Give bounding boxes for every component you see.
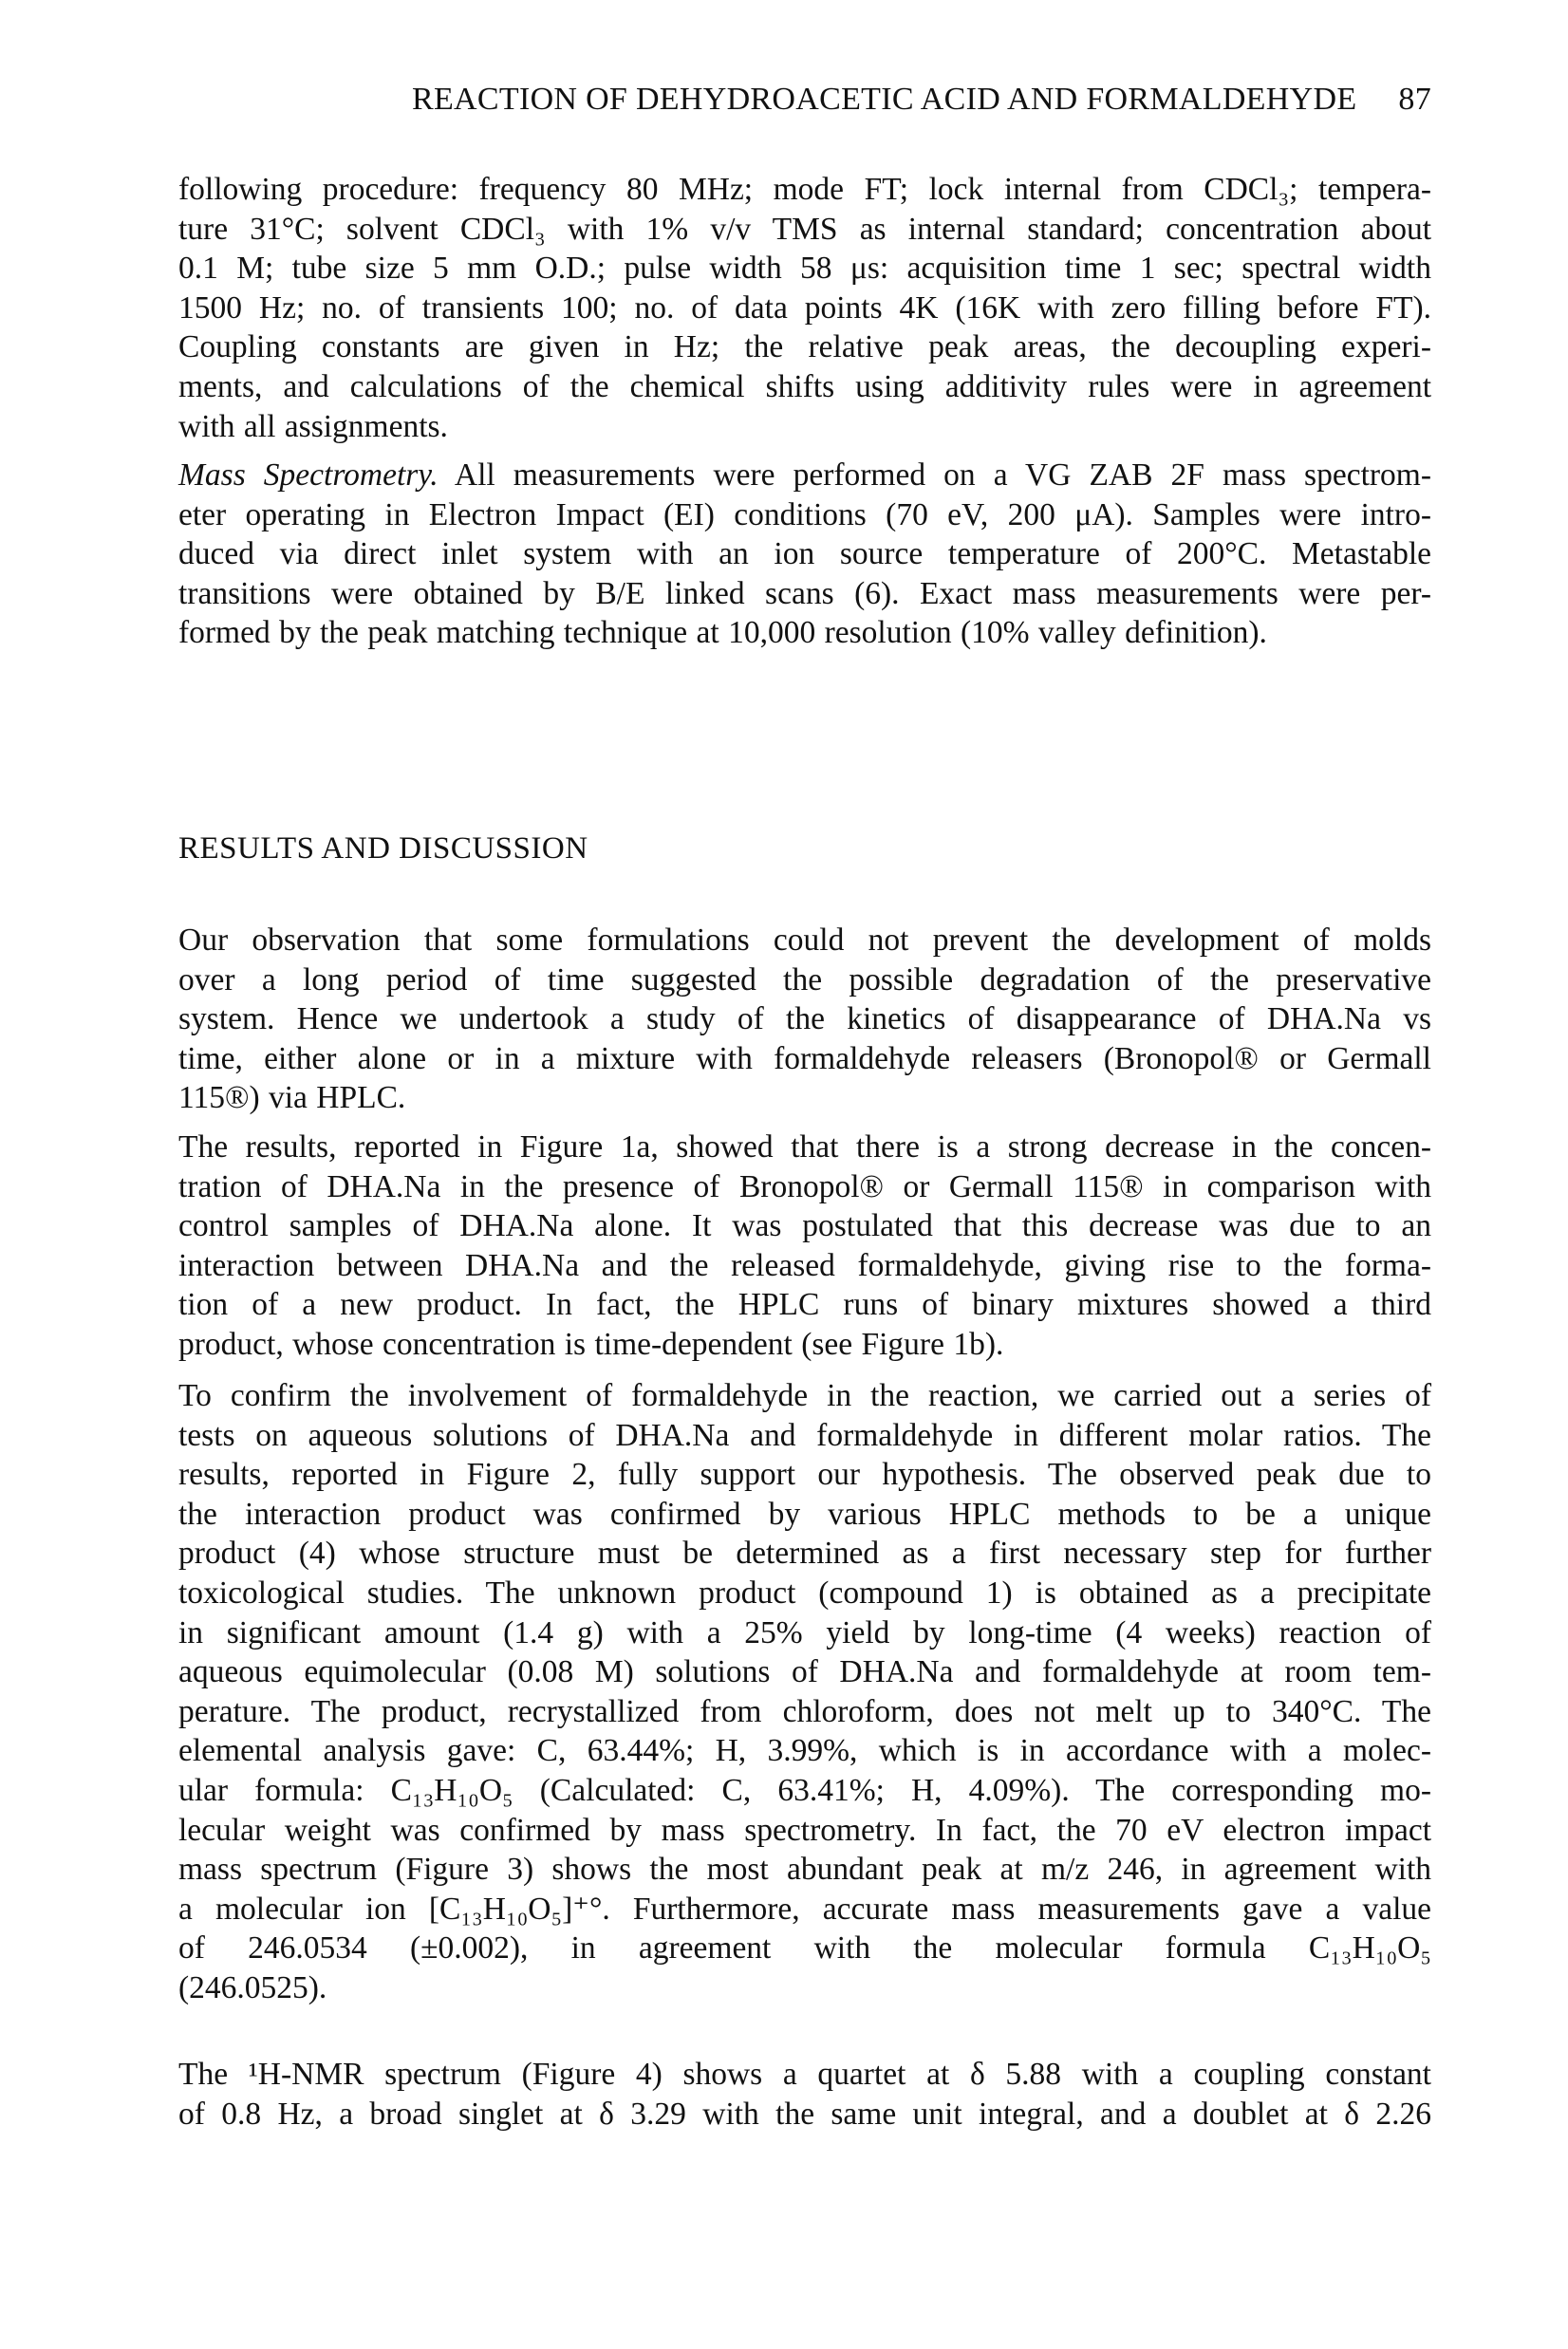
text-line: transitions were obtained by B/E linked scans (6). Exact mass measurements were per- — [178, 575, 1431, 611]
page-number: 87 — [1398, 82, 1431, 117]
section-heading-results: RESULTS AND DISCUSSION — [178, 831, 588, 866]
text-line: over a long period of time suggested the possible degradation of the preservative — [178, 961, 1431, 997]
results-paragraph-2 — [178, 1128, 1431, 1365]
text-line: Our observation that some formulations could not prevent the development of molds — [178, 923, 1431, 958]
text-line: perature. The product, recrystallized from chloroform, does not melt up to 340°C. The — [178, 1693, 1431, 1729]
text-line: product (4) whose structure must be determined as a first necessary step for further — [178, 1536, 1431, 1572]
running-title: REACTION OF DEHYDROACETIC ACID AND FORMALDEHYDE — [412, 82, 1357, 117]
text-line: time, either alone or in a mixture with formaldehyde releasers (Bronopol® or Germall — [178, 1040, 1431, 1076]
text-line: of 246.0534 (±0.002), in agreement with the molecular formula C₁₃H₁₀O₅ — [178, 1930, 1431, 1967]
text-line: elemental analysis gave: C, 63.44%; H, 3.99%, which is in accordance with a molec- — [178, 1733, 1431, 1769]
text-line: results, reported in Figure 2, fully support our hypothesis. The observed peak due to — [178, 1457, 1431, 1493]
results-paragraph-3 — [178, 1376, 1431, 2008]
text-line: in significant amount (1.4 g) with a 25% yield by long-time (4 weeks) reaction of — [178, 1614, 1431, 1650]
text-line: product, whose concentration is time-dependent (see Figure 1b). — [178, 1326, 1004, 1362]
text-line: 1500 Hz; no. of transients 100; no. of data points 4K (16K with zero filling before FT). — [178, 289, 1431, 326]
text-line: the interaction product was confirmed by various HPLC methods to be a unique — [178, 1496, 1431, 1532]
mass-spectrometry-paragraph — [178, 456, 1431, 653]
text-line: ular formula: C₁₃H₁₀O₅ (Calculated: C, 63.41%; H, 4.09%). The corresponding mo- — [178, 1772, 1431, 1808]
text-line: system. Hence we undertook a study of the kinetics of disappearance of DHA.Na vs — [178, 1001, 1431, 1037]
text-line: tion of a new product. In fact, the HPLC runs of binary mixtures showed a third — [178, 1287, 1431, 1323]
text-line: tration of DHA.Na in the presence of Bronopol® or Germall 115® in comparison with — [178, 1168, 1431, 1204]
text-line: The ¹H-NMR spectrum (Figure 4) shows a quartet at δ 5.88 with a coupling constant — [178, 2057, 1431, 2092]
text-line: formed by the peak matching technique at 10,000 resolution (10% valley definition). — [178, 615, 1267, 651]
text-line: following procedure: frequency 80 MHz; mode FT; lock internal from CDCl₃; tempera- — [178, 172, 1431, 207]
text-line: ture 31°C; solvent CDCl₃ with 1% v/v TMS as internal standard; concentration about — [178, 211, 1431, 247]
text-line: 115®) via HPLC. — [178, 1080, 406, 1116]
text-line: (246.0525). — [178, 1969, 327, 2005]
text-line: aqueous equimolecular (0.08 M) solutions of DHA.Na and formaldehyde at room tem- — [178, 1654, 1431, 1690]
text-line: ments, and calculations of the chemical shifts using additivity rules were in agreement — [178, 368, 1431, 404]
text-line: mass spectrum (Figure 3) shows the most abundant peak at m/z 246, in agreement with — [178, 1852, 1431, 1888]
text-line: tests on aqueous solutions of DHA.Na and formaldehyde in different molar ratios. The — [178, 1417, 1431, 1453]
text-fragment: All measurements were performed on a VG ZAB 2F mass spectrom- — [438, 457, 1431, 493]
running-header — [260, 82, 1431, 118]
text-line: interaction between DHA.Na and the released formaldehyde, giving rise to the forma- — [178, 1247, 1431, 1283]
text-line: toxicological studies. The unknown product (compound 1) is obtained as a precipitate — [178, 1575, 1431, 1611]
text-line: The results, reported in Figure 1a, showed that there is a strong decrease in the concen- — [178, 1129, 1431, 1165]
text-line: To confirm the involvement of formaldehyde in the reaction, we carried out a series of — [178, 1378, 1431, 1413]
text-line: with all assignments. — [178, 408, 448, 444]
text-line: duced via direct inlet system with an ion source temperature of 200°C. Metastable — [178, 536, 1431, 572]
mass-spectrometry-heading: Mass Spectrometry. — [178, 457, 439, 493]
text-line: 0.1 M; tube size 5 mm O.D.; pulse width 58 μs: acquisition time 1 sec; spectral width — [178, 251, 1431, 287]
text-line: lecular weight was confirmed by mass spectrometry. In fact, the 70 eV electron impact — [178, 1812, 1431, 1848]
text-line: a molecular ion [C₁₃H₁₀O₅]⁺°. Furthermore, accurate mass measurements gave a value — [178, 1891, 1431, 1927]
results-paragraph-1 — [178, 921, 1431, 1118]
nmr-methods-paragraph — [178, 170, 1431, 446]
text-line: control samples of DHA.Na alone. It was postulated that this decrease was due to an — [178, 1208, 1431, 1244]
results-paragraph-4 — [178, 2055, 1431, 2134]
text-line: Coupling constants are given in Hz; the relative peak areas, the decoupling experi- — [178, 329, 1431, 365]
text-line — [178, 456, 1431, 495]
text-line: of 0.8 Hz, a broad singlet at δ 3.29 with the same unit integral, and a doublet at δ 2.26 — [178, 2096, 1431, 2132]
text-line: eter operating in Electron Impact (EI) conditions (70 eV, 200 μA). Samples were intro- — [178, 496, 1431, 532]
